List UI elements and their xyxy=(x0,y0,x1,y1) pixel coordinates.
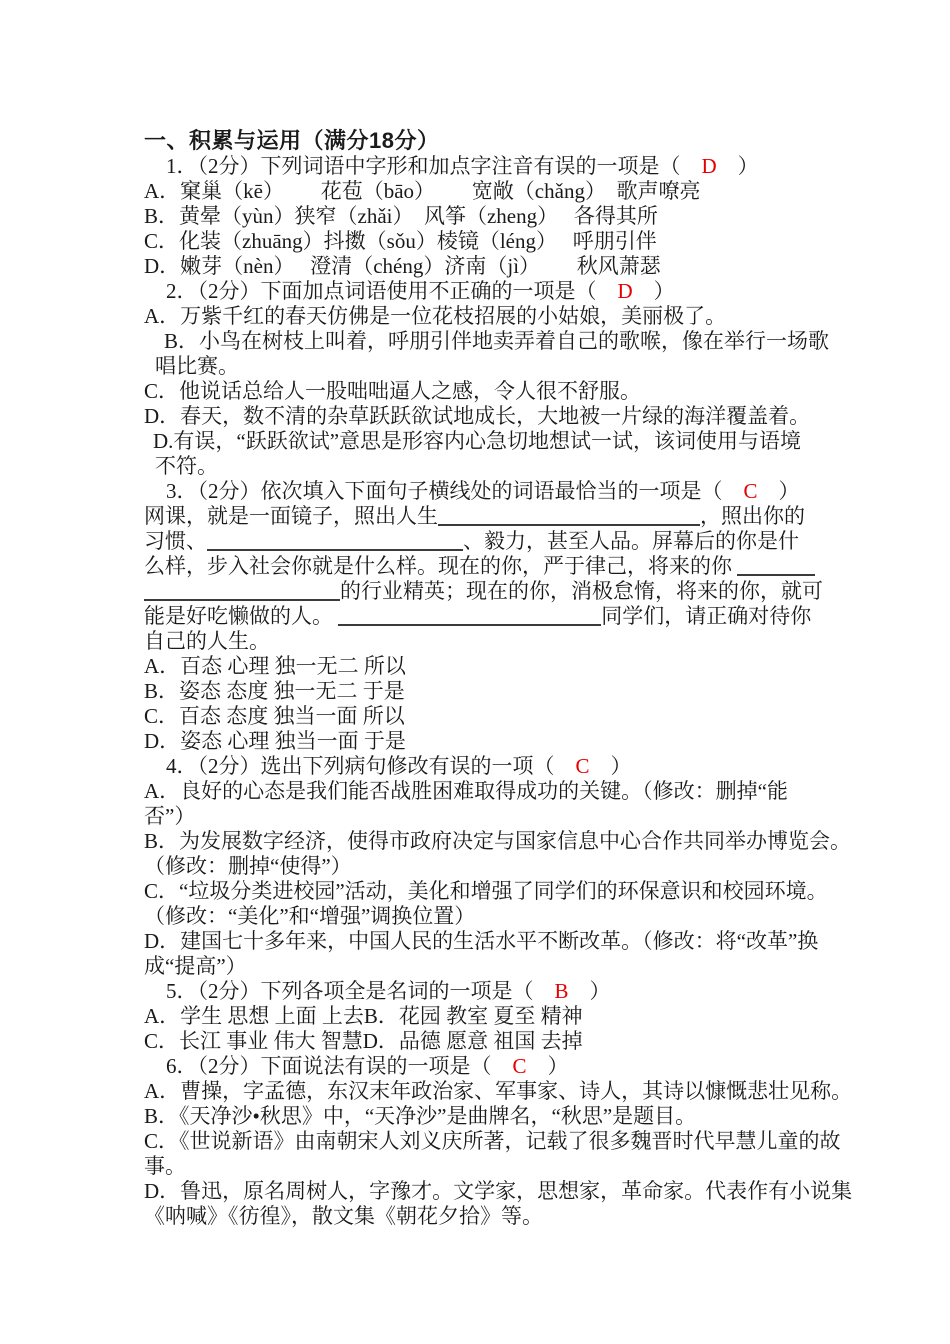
q4-stem xyxy=(144,754,856,779)
text-segment: A．良好的心态是我们能否战胜困难取得成功的关键。（修改：删掉“能 xyxy=(144,779,788,803)
text-segment: D.有误，“跃跃欲试”意思是形容内心急切地想试一试，该词使用与语境 xyxy=(153,429,802,453)
q3-option-d xyxy=(144,729,856,754)
text-segment: C．百态 态度 独当一面 所以 xyxy=(144,704,405,728)
text-segment: A．万紫千红的春天仿佛是一位花枝招展的小姑娘，美丽极了。 xyxy=(144,304,727,328)
q4-option-c xyxy=(144,879,856,904)
q2-option-d xyxy=(144,404,856,429)
question-3 xyxy=(144,479,856,754)
q1-option-a xyxy=(144,179,856,204)
question-1 xyxy=(144,154,856,279)
text-segment: ） xyxy=(757,479,800,503)
q6-option-d-cont xyxy=(144,1204,856,1229)
answer-letter: D xyxy=(617,279,633,303)
questions xyxy=(144,154,856,1229)
q1-stem xyxy=(144,154,856,179)
q6-stem xyxy=(144,1054,856,1079)
section-title: 一、积累与运用（满分18分） xyxy=(144,128,440,153)
q3-option-a xyxy=(144,654,856,679)
q6-option-c xyxy=(144,1129,856,1154)
text-segment: ） xyxy=(568,979,611,1003)
q4-option-d xyxy=(144,929,856,954)
text-segment: 2．（2分）下面加点词语使用不正确的一项是（ xyxy=(166,279,618,303)
q3-passage-6 xyxy=(144,629,856,654)
q3-stem xyxy=(144,479,856,504)
q3-passage-1 xyxy=(144,504,856,529)
q4-option-c-cont xyxy=(144,904,856,929)
text-segment: ） xyxy=(632,279,675,303)
q4-option-a xyxy=(144,779,856,804)
text-segment: 习惯、 xyxy=(144,529,207,553)
text-segment: C．化装（zhuāng）抖擞（sǒu）棱镜（léng） 呼朋引伴 xyxy=(144,229,657,253)
fill-in-blank-line xyxy=(438,524,700,526)
q3-passage-3 xyxy=(144,554,856,579)
text-segment: D．鲁迅，原名周树人，字豫才。文学家，思想家，革命家。代表作有小说集 xyxy=(144,1179,853,1203)
text-segment: 唱比赛。 xyxy=(155,354,239,378)
q4-option-d-cont xyxy=(144,954,856,979)
text-segment: 1．（2分）下列词语中字形和加点字注音有误的一项是（ xyxy=(166,154,702,178)
q5-options-ab xyxy=(144,1004,856,1029)
answer-letter: C xyxy=(575,754,590,778)
text-segment: 6．（2分）下面说法有误的一项是（ xyxy=(166,1054,513,1078)
text-segment: ） xyxy=(716,154,759,178)
text-segment: A．学生 思想 上面 上去B．花园 教室 夏至 精神 xyxy=(144,1004,583,1028)
q5-stem xyxy=(144,979,856,1004)
text-segment: A．百态 心理 独一无二 所以 xyxy=(144,654,406,678)
text-segment: D．嫩芽（nèn） 澄清（chéng）济南（jì） 秋风萧瑟 xyxy=(144,254,661,278)
q2-explanation-cont xyxy=(144,454,856,479)
q1-option-d xyxy=(144,254,856,279)
text-segment: 网课，就是一面镜子，照出人生 xyxy=(144,504,438,528)
text-segment: 的行业精英；现在的你，消极怠惰，将来的你，就可 xyxy=(340,579,823,603)
q2-explanation xyxy=(144,429,856,454)
question-4 xyxy=(144,754,856,979)
q3-passage-5 xyxy=(144,604,856,629)
q2-option-a xyxy=(144,304,856,329)
q4-option-b-cont xyxy=(144,854,856,879)
question-5 xyxy=(144,979,856,1054)
text-segment: B．黄晕（yùn）狭窄（zhǎi） 风筝（zheng） 各得其所 xyxy=(144,204,658,228)
q6-option-a xyxy=(144,1079,856,1104)
text-segment: B．《天净沙•秋思》中，“天净沙”是曲牌名，“秋思”是题目。 xyxy=(144,1104,697,1128)
text-segment: D．春天，数不清的杂草跃跃欲试地成长，大地被一片绿的海洋覆盖着。 xyxy=(144,404,811,428)
text-segment: 、毅力，甚至人品。屏幕后的你是什 xyxy=(463,529,799,553)
q2-option-c xyxy=(144,379,856,404)
text-segment: ，照出你的 xyxy=(700,504,805,528)
q1-option-c xyxy=(144,229,856,254)
text-segment: C．“垃圾分类进校园”活动，美化和增强了同学们的环保意识和校园环境。 xyxy=(144,879,828,903)
answer-letter: C xyxy=(512,1054,527,1078)
text-segment: ） xyxy=(589,754,632,778)
text-segment: 事。 xyxy=(144,1154,186,1178)
answer-letter: C xyxy=(743,479,758,503)
q6-option-b xyxy=(144,1104,856,1129)
answer-letter: B xyxy=(554,979,569,1003)
text-segment: C．长江 事业 伟大 智慧D．品德 愿意 祖国 去掉 xyxy=(144,1029,583,1053)
text-segment: C．他说话总给人一股咄咄逼人之感，令人很不舒服。 xyxy=(144,379,642,403)
q3-option-c xyxy=(144,704,856,729)
q6-option-c-cont xyxy=(144,1154,856,1179)
text-segment: （修改：“美化”和“增强”调换位置） xyxy=(144,904,476,928)
text-segment: ） xyxy=(526,1054,569,1078)
text-segment: （修改：删掉“使得”） xyxy=(144,854,352,878)
answer-letter: D xyxy=(701,154,717,178)
text-segment: 自己的人生。 xyxy=(144,629,270,653)
q5-options-cd xyxy=(144,1029,856,1054)
fill-in-blank-line xyxy=(737,574,815,576)
q4-option-a-cont xyxy=(144,804,856,829)
text-segment: A．曹操，字孟德，东汉末年政治家、军事家、诗人，其诗以慷慨悲壮见称。 xyxy=(144,1079,853,1103)
q3-option-b xyxy=(144,679,856,704)
q6-option-d xyxy=(144,1179,856,1204)
text-segment: C．《世说新语》由南朝宋人刘义庆所著，记载了很多魏晋时代早慧儿童的故 xyxy=(144,1129,841,1153)
q3-passage-4 xyxy=(144,579,856,604)
text-segment: B．小鸟在树枝上叫着，呼朋引伴地卖弄着自己的歌喉，像在举行一场歌 xyxy=(164,329,830,353)
q3-passage-2 xyxy=(144,529,856,554)
text-segment: A．窠巢（kē） 花苞（bāo） 宽敞（chǎng） 歌声嘹亮 xyxy=(144,179,701,203)
q2-option-b xyxy=(144,329,856,354)
question-2 xyxy=(144,279,856,479)
q1-option-b xyxy=(144,204,856,229)
text-segment: 5．（2分）下列各项全是名词的一项是（ xyxy=(166,979,555,1003)
text-segment: 3．（2分）依次填入下面句子横线处的词语最恰当的一项是（ xyxy=(166,479,744,503)
text-segment: B．姿态 态度 独一无二 于是 xyxy=(144,679,405,703)
fill-in-blank-line xyxy=(144,599,340,601)
text-segment: D．姿态 心理 独当一面 于是 xyxy=(144,729,406,753)
q2-stem xyxy=(144,279,856,304)
q2-option-b-cont xyxy=(144,354,856,379)
text-segment: 否”） xyxy=(144,804,196,828)
text-segment: 成“提高”） xyxy=(144,954,247,978)
text-segment: 不符。 xyxy=(155,454,218,478)
fill-in-blank-line xyxy=(207,549,463,551)
q4-option-b xyxy=(144,829,856,854)
text-segment: 么样，步入社会你就是什么样。现在的你，严于律己，将来的你 xyxy=(144,554,738,578)
text-segment: 能是好吃懒做的人。 xyxy=(144,604,339,628)
exam-content xyxy=(144,128,856,1229)
text-segment: B．为发展数字经济，使得市政府决定与国家信息中心合作共同举办博览会。 xyxy=(144,829,852,853)
text-segment: 同学们，请正确对待你 xyxy=(601,604,812,628)
text-segment: D．建国七十多年来，中国人民的生活水平不断改革。（修改：将“改革”换 xyxy=(144,929,819,953)
fill-in-blank-line xyxy=(338,624,601,626)
question-6 xyxy=(144,1054,856,1229)
text-segment: 4．（2分）选出下列病句修改有误的一项（ xyxy=(166,754,576,778)
text-segment: 《呐喊》《彷徨》，散文集《朝花夕拾》等。 xyxy=(144,1204,543,1228)
